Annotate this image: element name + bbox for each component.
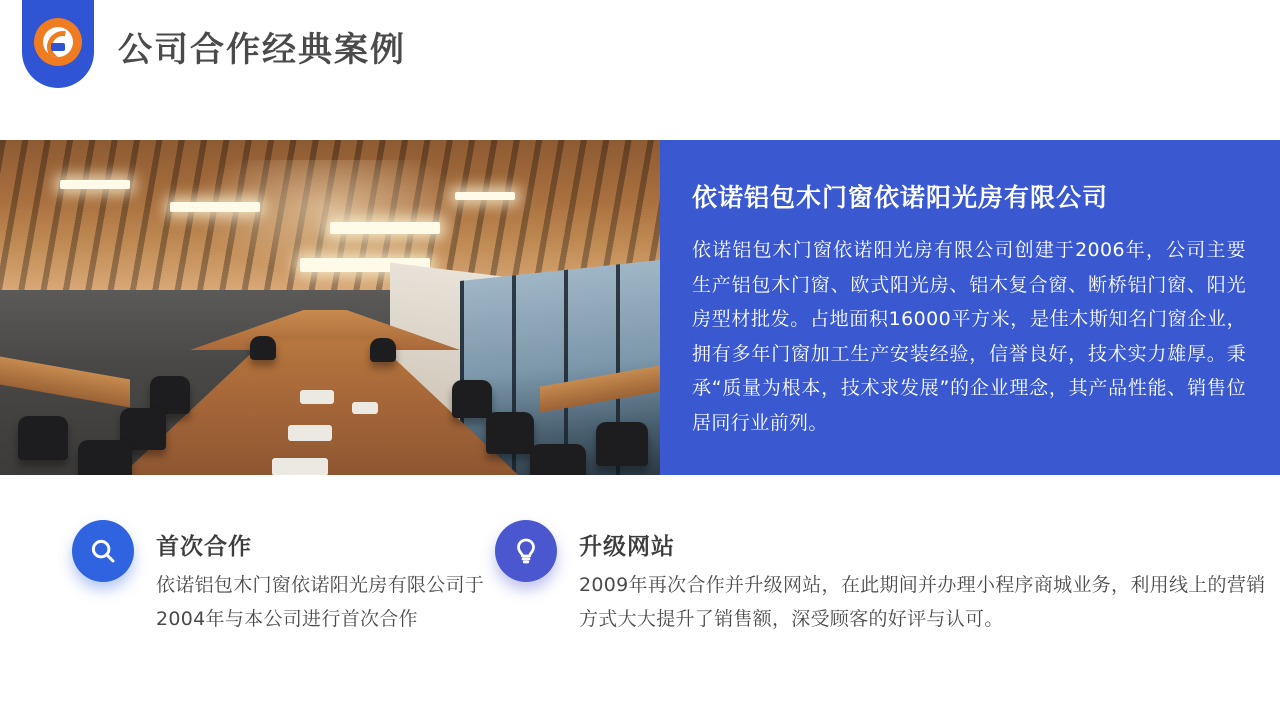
feature-title: 首次合作	[156, 534, 252, 560]
company-logo-icon	[34, 18, 82, 66]
company-description: 依诺铝包木门窗依诺阳光房有限公司创建于2006年，公司主要生产铝包木门窗、欧式阳光房、铝木复合窗、断桥铝门窗、阳光房型材批发。占地面积16000平方米，是佳木斯知名门窗企业，拥有多年门窗加工生产安装经验，信誉良好，技术实力雄厚。秉承“质量为根本，技术求发展”的企业理念，其产品性能、销售位居同行业前列。	[692, 239, 1246, 434]
company-name-heading: 依诺铝包木门窗依诺阳光房有限公司	[692, 183, 1109, 212]
lightbulb-icon	[495, 520, 557, 582]
page-title: 公司合作经典案例	[118, 30, 406, 70]
features-section	[0, 475, 1280, 720]
feature-body: 依诺铝包木门窗依诺阳光房有限公司于2004年与本公司进行首次合作	[156, 574, 485, 631]
hero-text-panel	[660, 140, 1280, 475]
logo-badge	[22, 0, 94, 88]
search-icon	[72, 520, 134, 582]
feature-title: 升级网站	[579, 534, 675, 560]
hero-section	[0, 140, 1280, 475]
page-header	[0, 0, 1280, 140]
feature-body: 2009年再次合作并升级网站，在此期间并办理小程序商城业务，利用线上的营销方式大大提升了销售额，深受顾客的好评与认可。	[579, 574, 1266, 631]
office-conference-room-photo	[0, 140, 660, 475]
